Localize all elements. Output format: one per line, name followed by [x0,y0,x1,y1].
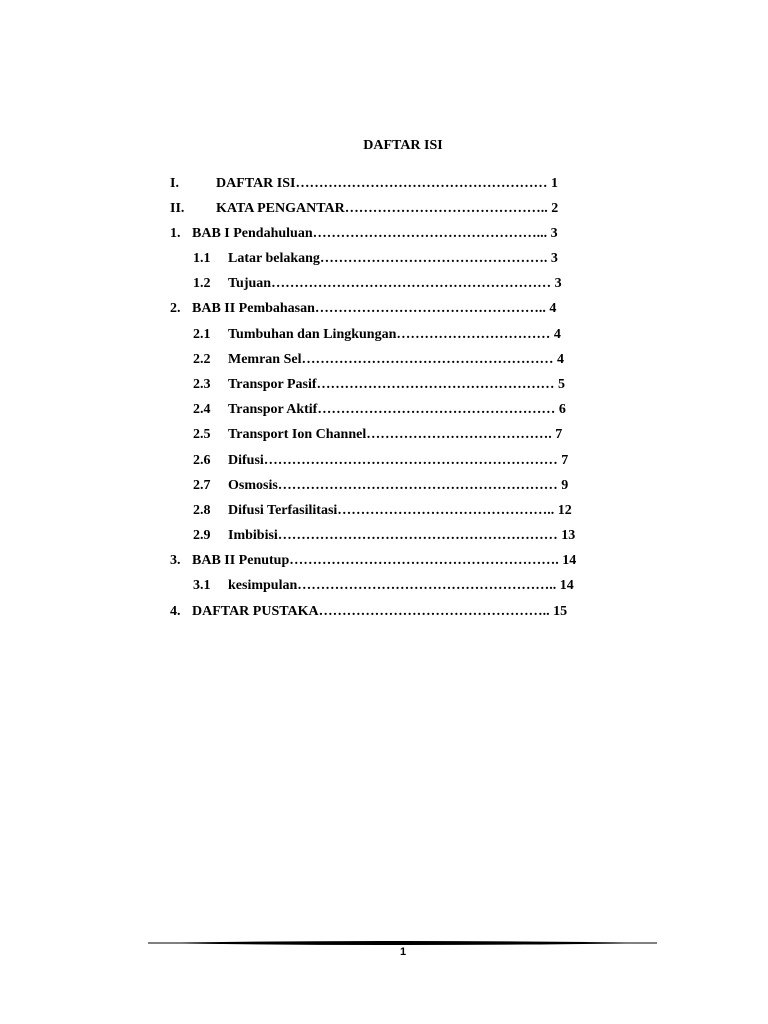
toc-entry-label: Tujuan…………………………………………………… 3 [228,276,562,291]
toc-entry-label: DAFTAR ISI……………………………………………… 1 [216,176,558,191]
toc-entry-number: 3. [170,553,181,568]
toc-entry-number: 2.9 [193,528,211,543]
toc-entry-label: BAB I Pendahuluan…………………………………………... 3 [192,226,558,241]
page-number: 1 [399,946,407,958]
toc-entry-label: Transpor Pasif…………………………………………… 5 [228,377,566,392]
toc-entry-number: 2.4 [193,402,211,417]
toc-entry-label: kesimpulan……………………………………………….. 14 [228,578,574,593]
toc-entry-label: Memran Sel……………………………………………… 4 [228,352,564,367]
toc-entry-label: KATA PENGANTAR…………………………………….. 2 [216,201,559,216]
toc-entry-label: BAB II Pembahasan………………………………………….. 4 [192,301,557,316]
toc-entry-number: 2.2 [193,352,211,367]
toc-entry-label: Tumbuhan dan Lingkungan…………………………… 4 [228,327,561,342]
toc-entry-label: Difusi……………………………………………………… 7 [228,453,569,468]
toc-entry-number: 2.1 [193,327,211,342]
toc-entry-number: 2.5 [193,427,211,442]
toc-entry-number: 2.6 [193,453,211,468]
toc-entry-number: I. [170,176,179,191]
toc-entry-number: 2.3 [193,377,211,392]
toc-entry-number: 2.8 [193,503,211,518]
toc-entry-number: II. [170,201,185,216]
toc-entry-label: BAB II Penutup…………………………………………………. 14 [192,553,577,568]
toc-entry-number: 2. [170,301,181,316]
toc-entry-number: 1.2 [193,276,211,291]
page-title: DAFTAR ISI [363,138,443,153]
toc-entry-label: DAFTAR PUSTAKA………………………………………….. 15 [192,604,568,619]
toc-entry-label: Imbibisi…………………………………………………… 13 [228,528,576,543]
toc-entry-number: 2.7 [193,478,211,493]
toc-entry-number: 1. [170,226,181,241]
toc-entry-label: Latar belakang…………………………………………. 3 [228,251,558,266]
toc-entry-label: Transport Ion Channel…………………………………. 7 [228,427,563,442]
toc-entry-label: Osmosis…………………………………………………… 9 [228,478,569,493]
toc-entry-label: Transpor Aktif…………………………………………… 6 [228,402,566,417]
toc-entry-number: 1.1 [193,251,211,266]
toc-entry-number: 4. [170,604,181,619]
toc-entry-label: Difusi Terfasilitasi……………………………………….. 12 [228,503,572,518]
toc-entry-number: 3.1 [193,578,211,593]
